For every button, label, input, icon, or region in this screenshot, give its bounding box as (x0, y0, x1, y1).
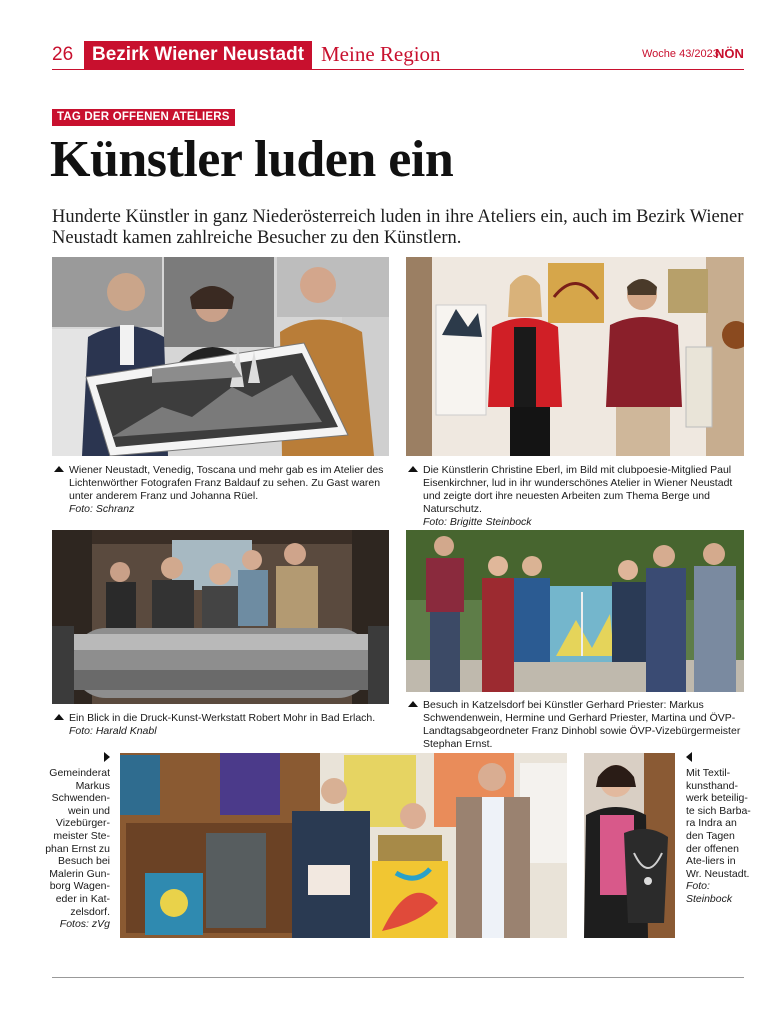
header-divider (52, 69, 744, 70)
caption-photo-2 (423, 464, 744, 529)
caption-photo-1 (69, 464, 389, 516)
caption-text: Ein Blick in die Druck-Kunst-Werkstatt Robert Mohr in Bad Erlach. (69, 712, 376, 724)
photo-druck-werkstatt (52, 530, 389, 704)
caption-photo-6 (686, 767, 752, 906)
caption-marker-icon (54, 466, 64, 472)
caption-marker-icon (54, 714, 64, 720)
photo-wagenender-atelier (120, 753, 567, 938)
caption-text: Besuch in Katzelsdorf bei Künstler Gerhard Priester: Markus Schwendenwein, Hermine und Gerhard Priester, Martina und ÖVP-Landtagsabgeordneter Franz Dinhobl sowie ÖVP-Vizebürgermeister Stephan Ernst. (423, 699, 741, 750)
photo-credit: Foto: Schranz (69, 503, 135, 515)
caption-photo-5 (44, 767, 110, 931)
photo-credit: Fotos: zVg (59, 918, 110, 931)
caption-text: Wiener Neustadt, Venedig, Toscana und mehr gab es im Atelier des Lichtenwörther Fotografen Franz Baldauf zu sehen. Zu Gast waren unter anderem Franz und Johanna Rüel. (69, 464, 384, 502)
issue-week: Woche 43/2023 (642, 48, 719, 60)
article-headline: Künstler luden ein (50, 131, 454, 188)
caption-photo-3 (69, 712, 389, 738)
photo-credit: Foto: Brigitte Steinbock (423, 516, 532, 528)
caption-marker-icon (408, 701, 418, 707)
caption-text: Mit Textil-kunsthand-werk beteilig-te sich Barba-ra Indra an den Tagen der offenen Ate-liers in Wr. Neustadt. (686, 767, 751, 880)
photo-priester-katzelsdorf (406, 530, 744, 692)
caption-photo-4 (423, 699, 744, 751)
photo-eberl-atelier (406, 257, 744, 456)
caption-marker-icon (686, 752, 692, 762)
footer-divider (52, 977, 744, 978)
photo-credit: Foto: Harald Knabl (69, 725, 157, 737)
caption-marker-icon (408, 466, 418, 472)
caption-text: Die Künstlerin Christine Eberl, im Bild mit clubpoesie-Mitglied Paul Eisenkirchner, lud in ihr wunderschönes Atelier in Wiener Neustadt und zeigte dort ihre neuesten Arbeiten zum Thema Berge und Naturschutz. (423, 464, 733, 515)
photo-credit: Foto: Steinbock (686, 880, 733, 905)
region-label: Meine Region (321, 42, 441, 66)
page-number: 26 (52, 44, 74, 65)
caption-text: Gemeinderat Markus Schwenden-wein und Vizebürger-meister Ste-phan Ernst zu Besuch bei Malerin Gun-borg Wagen-eder in Kat-zelsdorf. (45, 767, 110, 918)
article-lead: Hunderte Künstler in ganz Niederösterreich luden in ihre Ateliers ein, auch im Bezirk Wiener Neustadt kamen zahlreiche Besucher zu den Künstlern. (52, 207, 744, 248)
photo-indra-textil (584, 753, 675, 938)
photo-baldauf-atelier (52, 257, 389, 456)
article-kicker: TAG DER OFFENEN ATELIERS (52, 109, 235, 126)
section-label: Bezirk Wiener Neustadt (84, 41, 312, 69)
caption-marker-icon (104, 752, 110, 762)
brand-logo: NÖN (715, 46, 744, 61)
